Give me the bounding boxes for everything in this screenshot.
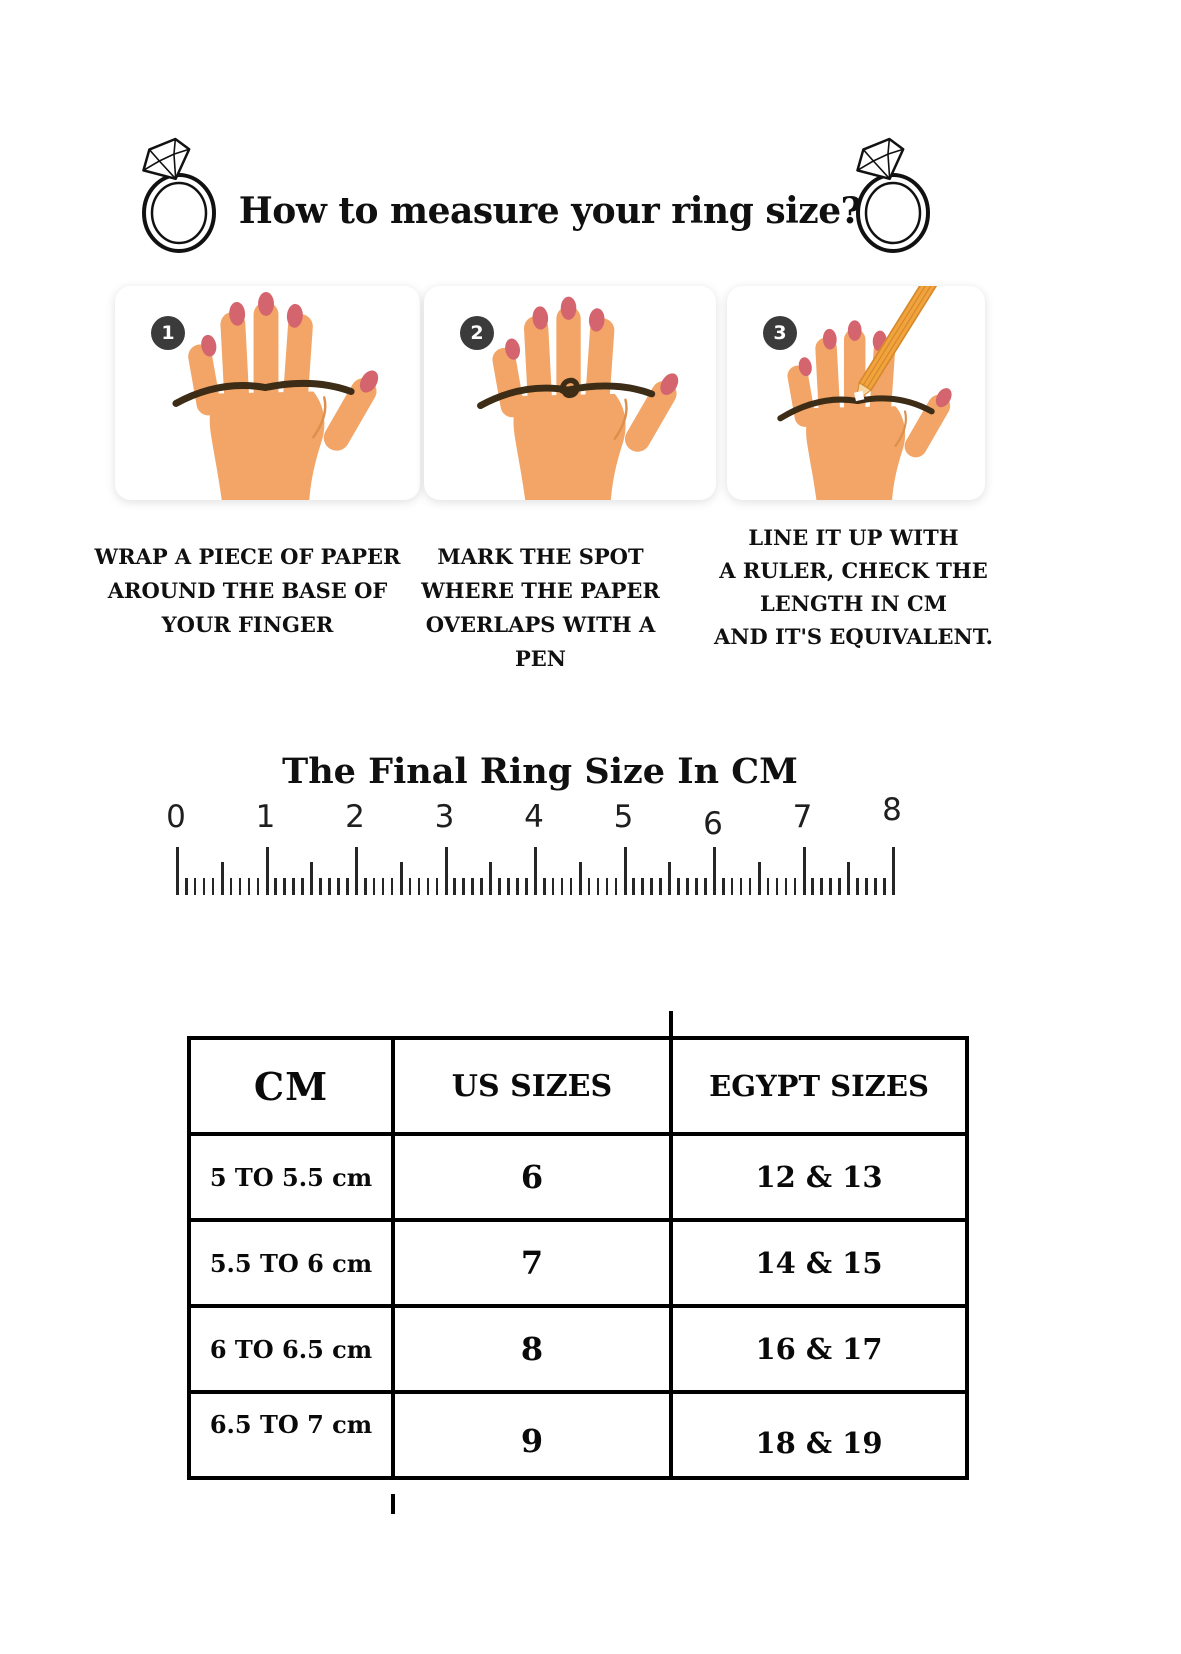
ruler-tick bbox=[820, 878, 823, 895]
ruler-tick bbox=[704, 878, 707, 895]
ruler-tick bbox=[418, 878, 421, 895]
caption-line: LENGTH IN CM bbox=[760, 591, 947, 616]
ruler-tick bbox=[856, 878, 859, 895]
ruler-tick bbox=[185, 878, 188, 895]
column-header-us-sizes: US SIZES bbox=[393, 1038, 671, 1134]
ruler-tick bbox=[436, 878, 439, 895]
caption-line: YOUR FINGER bbox=[161, 612, 334, 637]
ruler-tick bbox=[588, 878, 591, 895]
ruler-tick bbox=[266, 847, 269, 895]
table-row bbox=[189, 1134, 967, 1220]
ruler-tick bbox=[811, 878, 814, 895]
cell-cm-range: 5 TO 5.5 cm bbox=[189, 1134, 393, 1220]
ruler-tick bbox=[552, 878, 555, 895]
column-header-egypt-sizes: EGYPT SIZES bbox=[671, 1038, 967, 1134]
ruler-tick bbox=[829, 878, 832, 895]
ruler-tick bbox=[794, 878, 797, 895]
cell-egypt-size: 12 & 13 bbox=[671, 1134, 967, 1220]
ruler-tick bbox=[606, 878, 609, 895]
cell-us-size: 7 bbox=[393, 1220, 671, 1306]
ruler-number: 7 bbox=[792, 799, 813, 835]
table-row bbox=[189, 1306, 967, 1392]
ruler-tick bbox=[471, 878, 474, 895]
ruler-number: 1 bbox=[255, 799, 276, 835]
ruler-tick bbox=[373, 878, 376, 895]
ruler-tick bbox=[543, 878, 546, 895]
ruler-tick bbox=[749, 878, 752, 895]
ruler-tick bbox=[641, 878, 644, 895]
ruler-number: 4 bbox=[524, 799, 544, 835]
cell-us-size: 8 bbox=[393, 1306, 671, 1392]
ruler-tick bbox=[194, 878, 197, 895]
ruler-tick bbox=[507, 878, 510, 895]
ruler-number: 5 bbox=[613, 799, 634, 835]
caption-line: AROUND THE BASE OF bbox=[107, 578, 388, 603]
ruler-tick bbox=[776, 878, 779, 895]
ruler-tick bbox=[713, 847, 716, 895]
step-caption-3 bbox=[706, 521, 1001, 653]
ruler-tick bbox=[489, 862, 492, 895]
caption-line: LINE IT UP WITH bbox=[748, 525, 959, 550]
ruler-tick bbox=[462, 878, 465, 895]
step-card-2 bbox=[424, 286, 716, 500]
ruler-tick bbox=[650, 878, 653, 895]
ruler-tick bbox=[668, 862, 671, 895]
table-header-row bbox=[189, 1038, 967, 1134]
ruler-tick bbox=[274, 878, 277, 895]
step-number-badge: 2 bbox=[460, 316, 494, 350]
step-caption-2 bbox=[398, 540, 683, 676]
ruler-tick bbox=[767, 878, 770, 895]
table-border-artifact-bottom bbox=[391, 1494, 395, 1514]
ruler-tick bbox=[615, 878, 618, 895]
ruler-tick bbox=[310, 862, 313, 895]
ruler-tick bbox=[480, 878, 483, 895]
ruler-tick bbox=[203, 878, 206, 895]
cell-us-size: 6 bbox=[393, 1134, 671, 1220]
ruler-tick bbox=[364, 878, 367, 895]
ruler-tick bbox=[883, 878, 886, 895]
ruler-tick bbox=[337, 878, 340, 895]
ruler-section-heading: The Final Ring Size In CM bbox=[282, 751, 798, 793]
column-header-cm: CM bbox=[189, 1038, 393, 1134]
ruler-tick bbox=[230, 878, 233, 895]
ruler-tick bbox=[319, 878, 322, 895]
ruler-tick bbox=[632, 878, 635, 895]
step-card-3 bbox=[727, 286, 985, 500]
cell-egypt-size: 14 & 15 bbox=[671, 1220, 967, 1306]
ruler-tick bbox=[865, 878, 868, 895]
ruler-tick bbox=[740, 878, 743, 895]
caption-line: WRAP A PIECE OF PAPER bbox=[94, 544, 401, 569]
ruler-tick bbox=[292, 878, 295, 895]
diamond-icon bbox=[137, 136, 196, 187]
table-row bbox=[189, 1392, 967, 1478]
ruler-tick bbox=[328, 878, 331, 895]
step-number-badge: 3 bbox=[763, 316, 797, 350]
ruler-tick bbox=[695, 878, 698, 895]
ruler-tick bbox=[722, 878, 725, 895]
table-border-artifact-top bbox=[669, 1011, 673, 1038]
ruler-number: 3 bbox=[434, 799, 455, 835]
caption-line: WHERE THE PAPER bbox=[421, 578, 660, 603]
ruler bbox=[166, 792, 902, 895]
ruler-tick bbox=[248, 878, 251, 895]
caption-line: MARK THE SPOT bbox=[437, 544, 644, 569]
cell-cm-range: 6 TO 6.5 cm bbox=[189, 1306, 393, 1392]
caption-line: A RULER, CHECK THE bbox=[719, 558, 988, 583]
ruler-tick bbox=[516, 878, 519, 895]
ruler-tick bbox=[731, 878, 734, 895]
ruler-tick bbox=[624, 847, 627, 895]
ruler-tick bbox=[561, 878, 564, 895]
ruler-tick bbox=[579, 862, 582, 895]
ruler-tick bbox=[400, 862, 403, 895]
ruler-tick bbox=[570, 878, 573, 895]
ruler-tick bbox=[677, 878, 680, 895]
cell-us-size: 9 bbox=[393, 1392, 671, 1478]
ruler-number: 8 bbox=[882, 792, 902, 828]
ruler-tick bbox=[534, 847, 537, 895]
caption-line: AND IT'S EQUIVALENT. bbox=[714, 624, 993, 649]
cell-egypt-size: 18 & 19 bbox=[671, 1392, 967, 1478]
cell-egypt-size: 16 & 17 bbox=[671, 1306, 967, 1392]
ruler-tick bbox=[283, 878, 286, 895]
ruler-numbers bbox=[166, 792, 902, 842]
ruler-tick bbox=[176, 847, 179, 895]
ruler-tick bbox=[355, 847, 358, 895]
hand-with-ruler-pencil-illustration bbox=[727, 286, 985, 500]
ruler-tick bbox=[382, 878, 385, 895]
ruler-tick bbox=[498, 878, 501, 895]
ruler-number: 0 bbox=[166, 799, 186, 835]
diamond-ring-icon bbox=[848, 136, 932, 254]
ruler-ticks bbox=[176, 845, 892, 895]
ruler-tick bbox=[659, 878, 662, 895]
ruler-tick bbox=[838, 878, 841, 895]
cell-cm-range: 5.5 TO 6 cm bbox=[189, 1220, 393, 1306]
ring-size-conversion-table bbox=[187, 1036, 969, 1480]
ruler-tick bbox=[301, 878, 304, 895]
ruler-tick bbox=[803, 847, 806, 895]
step-number-badge: 1 bbox=[151, 316, 185, 350]
ruler-tick bbox=[525, 878, 528, 895]
ruler-tick bbox=[409, 878, 412, 895]
ruler-tick bbox=[597, 878, 600, 895]
ruler-tick bbox=[427, 878, 430, 895]
ruler-tick bbox=[391, 878, 394, 895]
ruler-tick bbox=[346, 878, 349, 895]
caption-line: OVERLAPS WITH A PEN bbox=[425, 612, 656, 671]
table-row bbox=[189, 1220, 967, 1306]
ruler-tick bbox=[686, 878, 689, 895]
cell-cm-range: 6.5 TO 7 cm bbox=[189, 1392, 393, 1478]
ruler-tick bbox=[874, 878, 877, 895]
ruler-tick bbox=[239, 878, 242, 895]
step-card-1 bbox=[115, 286, 420, 500]
ruler-tick bbox=[892, 847, 895, 895]
ruler-tick bbox=[212, 878, 215, 895]
page-title: How to measure your ring size? bbox=[238, 190, 862, 233]
ruler-tick bbox=[847, 862, 850, 895]
ruler-tick bbox=[257, 878, 260, 895]
ruler-number: 6 bbox=[703, 806, 723, 842]
ruler-tick bbox=[221, 862, 224, 895]
step-caption-1 bbox=[90, 540, 405, 642]
ruler-tick bbox=[785, 878, 788, 895]
ruler-tick bbox=[453, 878, 456, 895]
ruler-tick bbox=[758, 862, 761, 895]
ruler-tick bbox=[445, 847, 448, 895]
ruler-number: 2 bbox=[345, 799, 365, 835]
